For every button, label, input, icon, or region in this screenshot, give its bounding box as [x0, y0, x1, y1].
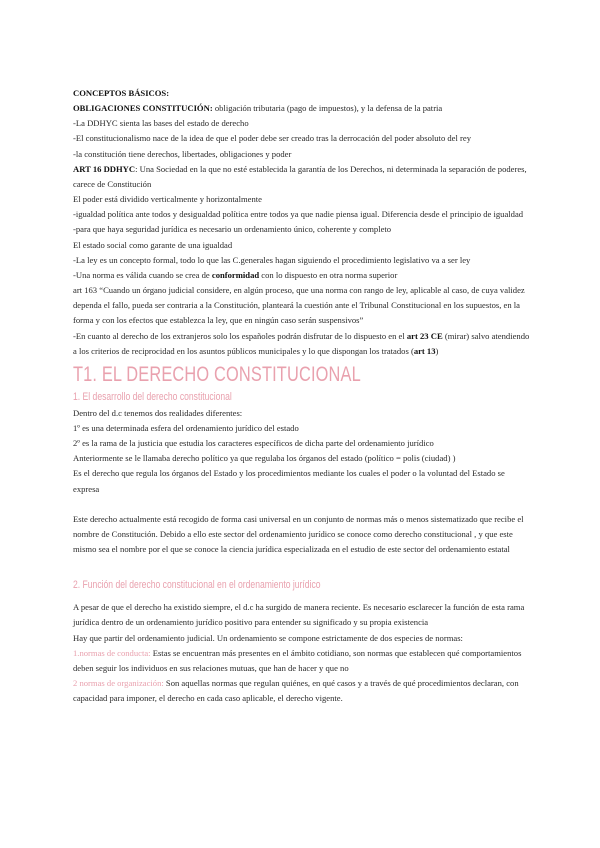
validity-bold: conformidad [211, 269, 260, 280]
conduct-text: Estas se encuentran más presentes en el ámbito cotidiano, son normas que establecen qué comportamientos deben seguir los individuos en sus relaciones mutuas, que han de hacer y que no [73, 647, 522, 673]
organization-label: 2 normas de organización: [73, 678, 164, 688]
section2-paragraph2: Hay que partir del ordenamiento judicial. Un ordenamiento se compone estrictamente de dos especies de normas: [73, 632, 463, 643]
section1-line: 2º es la rama de la justicia que estudia los caracteres específicos de dicha parte del ordenamiento jurídico [73, 438, 434, 449]
topic-title: T1. EL DERECHO CONSTITUCIONAL [73, 362, 361, 386]
art16-text: : Una Sociedad en la que no esté establecida la garantía de los Derechos, ni determinada la separación de poderes, carece de Constitución [73, 163, 527, 189]
foreign-pre: -En cuanto al derecho de los extranjeros solo los españoles podrán disfrutar de lo dispuesto en el [73, 330, 407, 341]
spacer [73, 557, 533, 572]
section1-line: Es el derecho que regula los órganos del Estado y los procedimientos mediante los cuales el poder o la voluntad del Estado se expresa [73, 468, 505, 494]
obligations-line [73, 101, 533, 116]
section1-line: Anteriormente se le llamaba derecho político ya que regulaba los órganos del estado (político = polis (ciudad) ) [73, 453, 456, 464]
section1-line: 1º es una determinada esfera del ordenamiento jurídico del estado [73, 422, 299, 433]
concept-line: -la constitución tiene derechos, libertades, obligaciones y poder [73, 148, 292, 159]
document-content [73, 86, 533, 706]
foreign-bold-art13: art 13 [413, 345, 436, 356]
art16-label: ART 16 DDHYC [73, 163, 136, 174]
art16-line [73, 162, 533, 192]
organization-norms [73, 676, 533, 706]
organization-text: Son aquellas normas que regulan quiénes, en qué casos y a través de qué procedimientos declaran, con capacidad para imponer, el derecho en cada caso aplicable, el derecho vigente. [73, 678, 519, 704]
concepts-title: CONCEPTOS BÁSICOS: [73, 88, 170, 98]
spacer [73, 497, 533, 512]
concept-line: -La DDHYC sienta las bases del estado de derecho [73, 118, 249, 129]
concept-line: -La ley es un concepto formal, todo lo que las C.generales hagan siguiendo el procedimiento legislativo va a ser ley [73, 254, 471, 265]
validity-line [73, 268, 533, 283]
foreign-mid: (mirar) salvo atendiendo a los criterios de reciprocidad en los asuntos públicos municipales y lo que dispongan los tratados ( [73, 330, 530, 356]
obligations-text: obligación tributaria (pago de impuestos), y la defensa de la patria [212, 103, 443, 114]
concept-line: -para que haya seguridad jurídica es necesario un ordenamiento único, coherente y completo [73, 224, 392, 235]
conduct-norms [73, 646, 533, 676]
section2-paragraph1: A pesar de que el derecho ha existido siempre, el d.c ha surgido de manera reciente. Es necesario esclarecer la función de esta rama jurídica dentro de un ordenamiento jurídico positivo para entender su significado y su propia existencia [73, 602, 525, 628]
foreign-post: ) [435, 345, 439, 356]
concept-line: -igualdad política ante todos y desigualdad política entre todos ya que nadie piensa igual. Diferencia desde el principio de igualdad [73, 209, 524, 220]
section1-title: 1. El desarrollo del derecho constitucional [73, 390, 232, 403]
foreign-bold-art23: art 23 CE [406, 330, 443, 341]
art163-quote: art 163 “Cuando un órgano judicial considere, en algún proceso, que una norma con rango de ley, aplicable al caso, de cuya validez dependa el fallo, pueda ser contraria a la Constitución, planteará la cuestión ante el Tribunal Constitucional en los supuestos, en la forma y con los efectos que establezca la ley, que en ningún caso serán suspensivos” [73, 285, 525, 326]
foreign-rights-line [73, 329, 533, 359]
validity-post: con lo dispuesto en otra norma superior [259, 269, 398, 280]
section2-title: 2. Función del derecho constitucional en el ordenamiento jurídico [73, 579, 321, 592]
concept-line: El estado social como garante de una igualdad [73, 239, 233, 250]
section1-line: Dentro del d.c tenemos dos realidades diferentes: [73, 407, 243, 418]
obligations-label: OBLIGACIONES CONSTITUCIÓN: [73, 103, 213, 114]
section1-paragraph2: Este derecho actualmente está recogido de forma casi universal en un conjunto de normas más o menos sistematizado que recibe el nombre de Constitución. Debido a ello este sector del ordenamiento jurídico se conoce como derecho constitucional , y que este mismo sea el nombre por el que se conoce la ciencia jurídica especializada en el estudio de este sector del ordenamiento estatal [73, 513, 524, 555]
concept-line: -El constitucionalismo nace de la idea de que el poder debe ser creado tras la derrocación del poder absoluto del rey [73, 133, 472, 144]
concept-line: El poder está dividido verticalmente y horizontalmente [73, 194, 262, 205]
conduct-label: 1.normas de conducta: [73, 647, 151, 658]
validity-pre: -Una norma es válida cuando se crea de [73, 269, 212, 280]
